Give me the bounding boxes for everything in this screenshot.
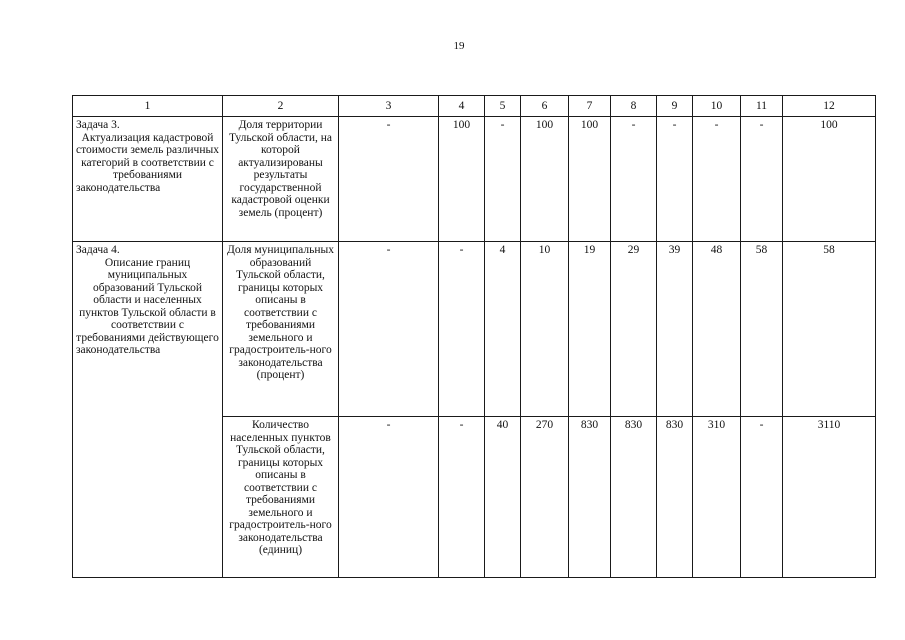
value-cell: - <box>693 117 741 242</box>
value-cell: - <box>741 417 783 578</box>
value-cell: 10 <box>521 242 569 417</box>
task-4-cell <box>73 242 223 578</box>
task-3-indicator: Доля территории Тульской области, на которой актуализированы результаты государственной кадастровой оценки земель (процент) <box>223 117 339 242</box>
value-cell: - <box>657 117 693 242</box>
header-cell: 6 <box>521 96 569 117</box>
value-cell: - <box>339 117 439 242</box>
value-cell: 830 <box>611 417 657 578</box>
header-cell: 5 <box>485 96 521 117</box>
task-4-title: Задача 4. <box>76 244 120 256</box>
task-3-row <box>73 117 876 242</box>
header-cell: 1 <box>73 96 223 117</box>
value-cell: - <box>439 242 485 417</box>
header-cell: 11 <box>741 96 783 117</box>
task-3-cell <box>73 117 223 242</box>
value-cell: 830 <box>657 417 693 578</box>
value-cell: 100 <box>783 117 876 242</box>
value-cell: 3110 <box>783 417 876 578</box>
value-cell: 310 <box>693 417 741 578</box>
task-4-indicator-2: Количество населенных пунктов Тульской области, границы которых описаны в соответствии с требованиями земельного и градостроитель-ного законодательства (единиц) <box>223 417 339 578</box>
report-table <box>72 95 876 578</box>
page-number: 19 <box>453 40 465 52</box>
value-cell: - <box>339 417 439 578</box>
value-cell: 39 <box>657 242 693 417</box>
value-cell: 830 <box>569 417 611 578</box>
header-cell: 7 <box>569 96 611 117</box>
value-cell: - <box>741 117 783 242</box>
value-cell: 48 <box>693 242 741 417</box>
value-cell: - <box>439 417 485 578</box>
header-cell: 9 <box>657 96 693 117</box>
header-cell: 10 <box>693 96 741 117</box>
value-cell: 100 <box>439 117 485 242</box>
value-cell: 100 <box>521 117 569 242</box>
value-cell: 100 <box>569 117 611 242</box>
value-cell: 19 <box>569 242 611 417</box>
header-row <box>73 96 876 117</box>
value-cell: 40 <box>485 417 521 578</box>
value-cell: 58 <box>783 242 876 417</box>
header-cell: 2 <box>223 96 339 117</box>
value-cell: 58 <box>741 242 783 417</box>
task-3-title: Задача 3. <box>76 119 120 131</box>
value-cell: 29 <box>611 242 657 417</box>
header-cell: 12 <box>783 96 876 117</box>
value-cell: - <box>339 242 439 417</box>
value-cell: - <box>611 117 657 242</box>
header-cell: 4 <box>439 96 485 117</box>
task-3-text: Актуализация кадастровой стоимости земель различных категорий в соответствии с требованиями законодательства <box>76 131 219 194</box>
task-4-row <box>73 242 876 417</box>
value-cell: - <box>485 117 521 242</box>
header-cell: 3 <box>339 96 439 117</box>
header-cell: 8 <box>611 96 657 117</box>
value-cell: 4 <box>485 242 521 417</box>
value-cell: 270 <box>521 417 569 578</box>
task-4-indicator-1: Доля муниципальных образований Тульской области, границы которых описаны в соответствии с требованиями земельного и градостроитель-ного законодательства (процент) <box>223 242 339 417</box>
task-4-text: Описание границ муниципальных образований Тульской области и населенных пунктов Тульской области в соответствии с требованиями действующего законодательства <box>76 256 219 356</box>
